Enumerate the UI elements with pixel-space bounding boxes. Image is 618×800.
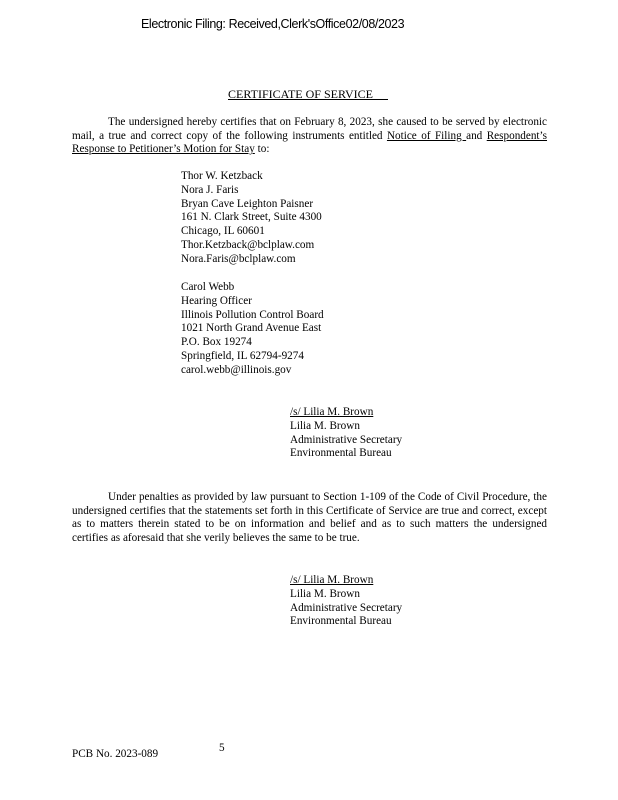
signature-block-2 — [290, 574, 402, 629]
page-number: 5 — [219, 742, 225, 754]
signer-title: Administrative Secretary — [290, 601, 403, 614]
signer-bureau: Environmental Bureau — [290, 447, 392, 460]
signer-bureau: Environmental Bureau — [290, 615, 392, 628]
recipient-line: Hearing Officer — [181, 294, 252, 307]
recipient-line: Springfield, IL 62794-9274 — [181, 349, 304, 362]
recipient-email: Thor.Ketzback@bclplaw.com — [181, 238, 315, 251]
service-recipient-bclp — [181, 170, 322, 267]
document-title-response: Respondent’s Response to Petitioner’s Motion for Stay — [72, 129, 548, 156]
signature-block-1 — [290, 406, 402, 461]
electronic-signature: /s/ Lilia M. Brown — [290, 406, 374, 418]
recipient-email: carol.webb@illinois.gov — [181, 363, 292, 376]
recipient-line: Carol Webb — [181, 281, 235, 293]
signer-name: Lilia M. Brown — [290, 419, 360, 432]
recipient-email: Nora.Faris@bclplaw.com — [181, 252, 296, 265]
recipient-line: P.O. Box 19274 — [181, 336, 252, 349]
signer-name: Lilia M. Brown — [290, 587, 360, 600]
verification-text: Under penalties as provided by law pursuant to Section 1-109 of the Code of Civil Procedure, the undersigned certifies that the statements set forth in this Certificate of Service are true and correct, except as to matters therein stated to be on information and belief and as to such matters the undersigned certifies as aforesaid that she verily believes the same to be true. — [72, 491, 547, 544]
recipient-line: Illinois Pollution Control Board — [181, 308, 324, 321]
intro-text-after: to: — [254, 143, 270, 156]
recipient-line: 161 N. Clark Street, Suite 4300 — [181, 211, 322, 224]
case-number: PCB No. 2023-089 — [72, 748, 159, 760]
intro-conjunction: and — [466, 129, 483, 142]
recipient-line: Chicago, IL 60601 — [181, 225, 265, 238]
electronic-signature: /s/ Lilia M. Brown — [290, 574, 374, 586]
electronic-filing-stamp: Electronic Filing: Received,Clerk'sOffice02/08/2023 — [141, 17, 405, 31]
document-title-notice-of-filing: Notice of Filing — [386, 129, 467, 142]
recipient-line: 1021 North Grand Avenue East — [181, 322, 322, 335]
recipient-line: Bryan Cave Leighton Paisner — [181, 197, 314, 210]
recipient-line: Thor W. Ketzback — [181, 170, 263, 182]
recipient-line: Nora J. Faris — [181, 183, 239, 196]
signer-title: Administrative Secretary — [290, 433, 403, 446]
certificate-intro-paragraph — [72, 116, 547, 157]
certificate-title: CERTIFICATE OF SERVICE — [228, 87, 388, 101]
verification-paragraph — [72, 491, 547, 545]
intro-text-before: The undersigned hereby certifies that on February 8, 2023, she caused to be served by electronic mail, a true and correct copy of the following instruments entitled — [72, 116, 547, 142]
service-recipient-hearing-officer — [181, 281, 324, 378]
